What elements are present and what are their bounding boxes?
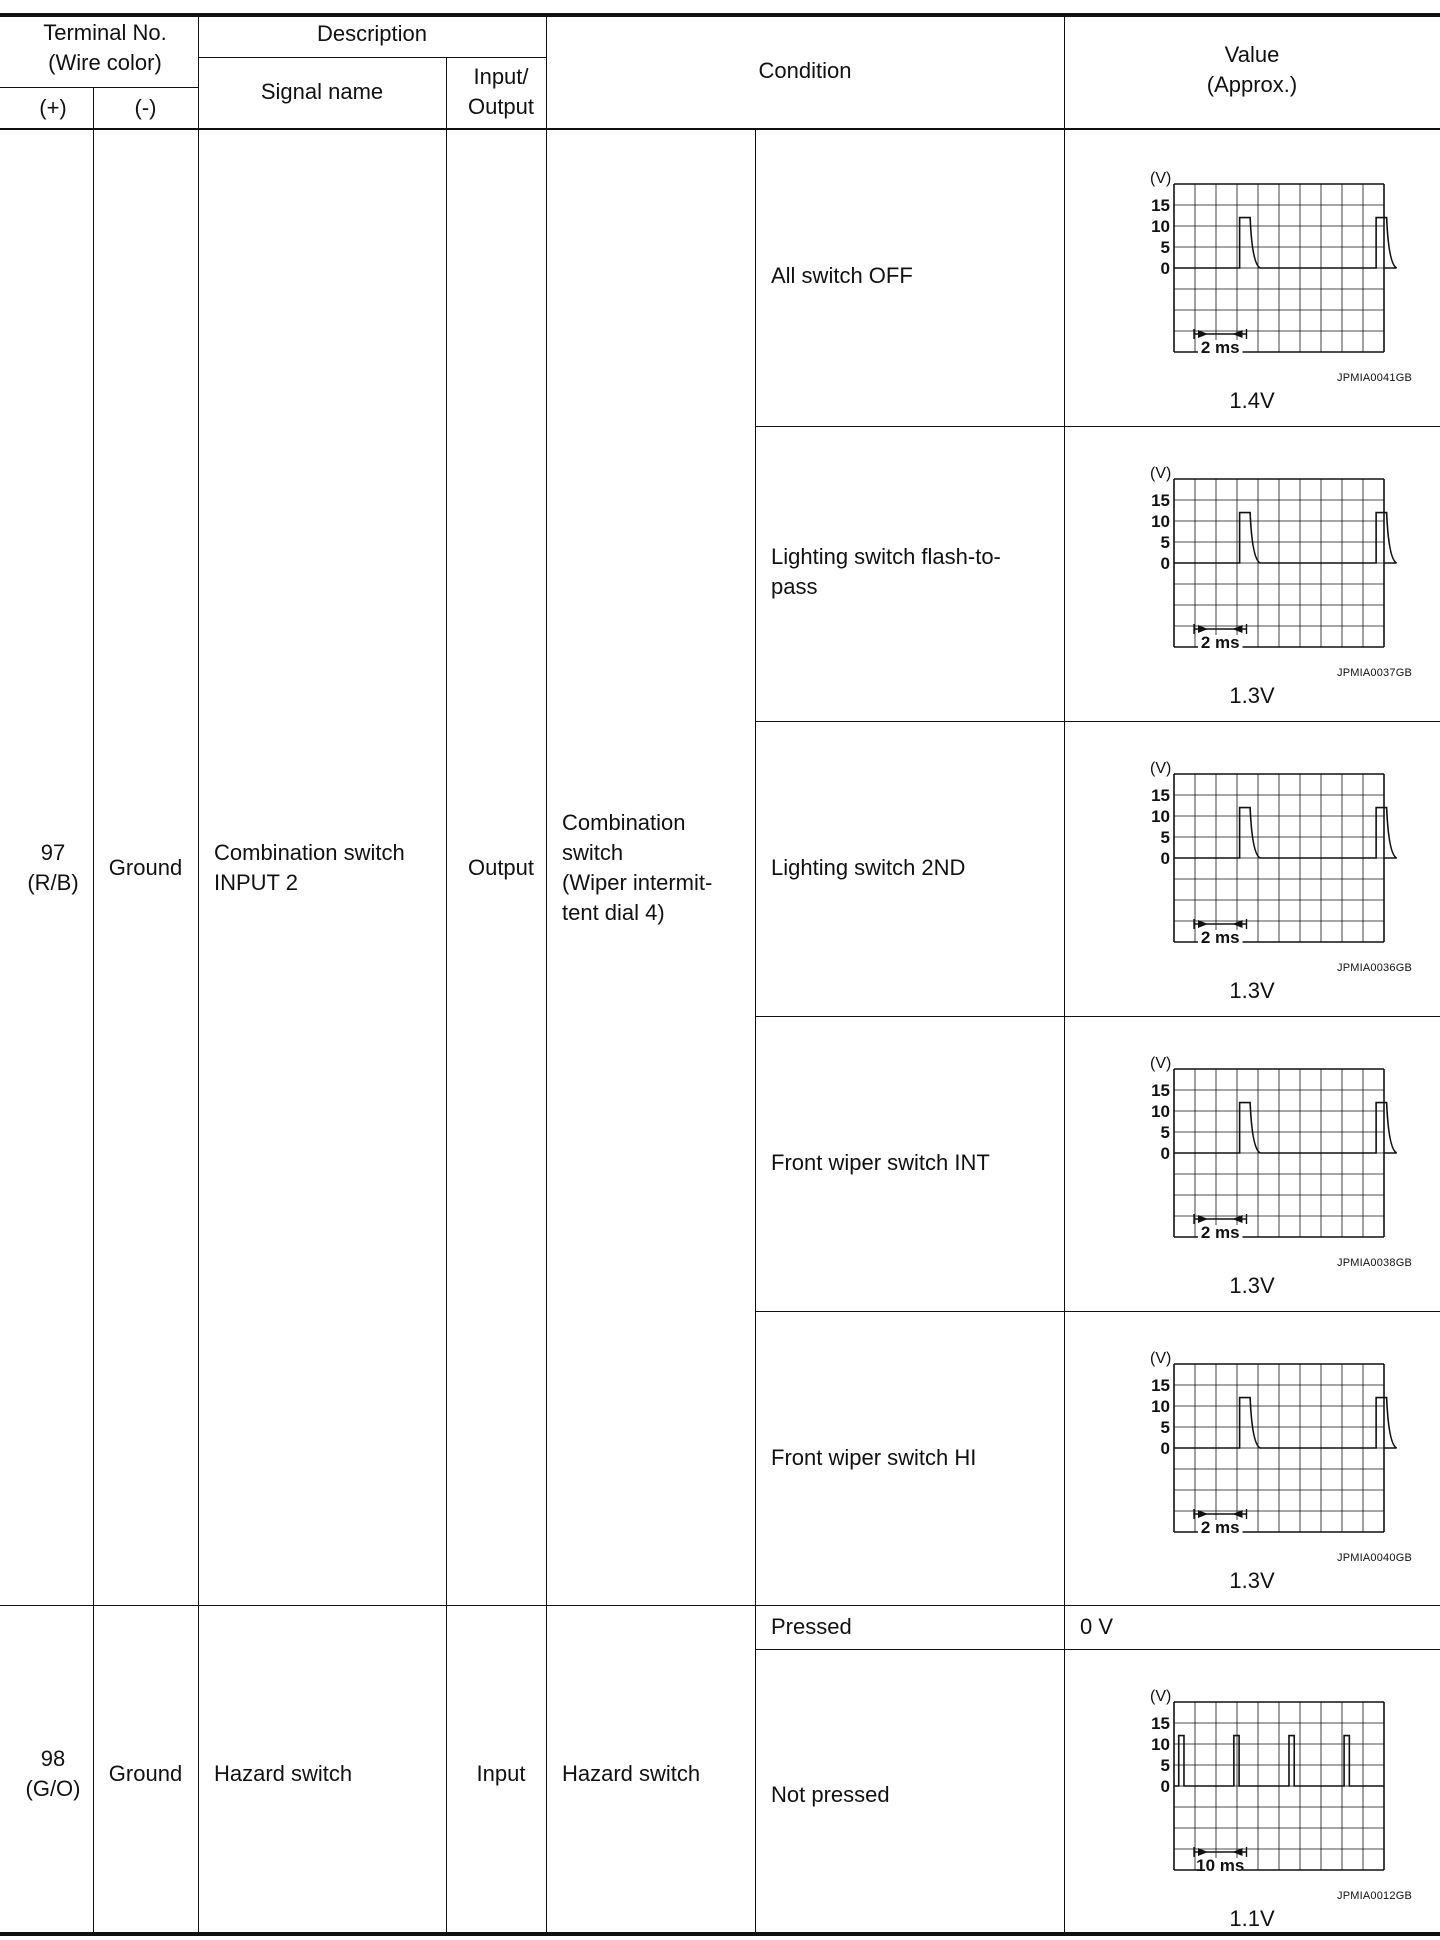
header-minus: (-) <box>134 95 157 120</box>
scope-97-3 <box>1064 1055 1440 1311</box>
scope-tick-label: 15 <box>1151 196 1170 215</box>
scope-tick-label: 15 <box>1151 1376 1170 1395</box>
condition-main-98: Hazard switch <box>562 1761 701 1786</box>
sub-divider-5 <box>755 1649 1440 1650</box>
scope-tick-label: 10 <box>1151 1735 1170 1754</box>
scope-value: 1.3V <box>1229 1273 1275 1298</box>
scope-figure-code: JPMIA0038GB <box>1337 1257 1412 1269</box>
table-top-rule <box>0 13 1440 17</box>
sub-condition-98-1: Not pressed <box>771 1782 890 1807</box>
scope-tick-label: 10 <box>1151 1397 1170 1416</box>
header-description-divider <box>198 57 546 58</box>
sub-divider-2 <box>755 721 1440 722</box>
sub-divider-1 <box>755 426 1440 427</box>
scope-figure-code: JPMIA0036GB <box>1337 962 1412 974</box>
sub-divider-3 <box>755 1016 1440 1017</box>
scope-figure-code: JPMIA0041GB <box>1337 372 1412 384</box>
sub-condition-97-1: Lighting switch flash-to- pass <box>771 544 1001 599</box>
scope-98-1 <box>1064 1688 1440 1932</box>
header-plus: (+) <box>39 95 67 120</box>
header-input-output: Input/ Output <box>467 64 535 119</box>
header-signal-name: Signal name <box>260 79 384 104</box>
header-terminal-divider <box>0 87 198 88</box>
scope-plot <box>1094 1688 1394 1888</box>
signal-name-97: Combination switch INPUT 2 <box>214 840 405 895</box>
scope-tick-label: 10 <box>1151 807 1170 826</box>
scope-time-label: 10 ms <box>1196 1856 1245 1875</box>
scope-tick-label: 10 <box>1151 1102 1170 1121</box>
col-line-condition <box>546 17 547 1933</box>
signal-name-98: Hazard switch <box>214 1761 353 1786</box>
scope-tick-label: 0 <box>1160 259 1170 278</box>
scope-tick-label: 0 <box>1160 1439 1170 1458</box>
col-line-signal <box>198 17 199 1933</box>
scope-97-2 <box>1064 760 1440 1016</box>
scope-plot <box>1094 1055 1394 1255</box>
scope-tick-label: 10 <box>1151 217 1170 236</box>
scope-value: 1.3V <box>1229 978 1275 1003</box>
scope-tick-label: 15 <box>1151 786 1170 805</box>
scope-unit-label: (V) <box>1150 170 1172 187</box>
table-bottom-rule <box>0 1932 1440 1936</box>
scope-tick-label: 5 <box>1160 533 1170 552</box>
scope-tick-label: 5 <box>1160 1756 1170 1775</box>
scope-tick-label: 5 <box>1160 1418 1170 1437</box>
col-line-minus <box>93 87 94 1933</box>
scope-tick-label: 0 <box>1160 849 1170 868</box>
sub-condition-97-4: Front wiper switch HI <box>771 1445 977 1470</box>
scope-figure-code: JPMIA0040GB <box>1337 1552 1412 1564</box>
scope-tick-label: 0 <box>1160 1777 1170 1796</box>
sub-divider-4 <box>755 1311 1440 1312</box>
sub-condition-97-0: All switch OFF <box>771 263 913 288</box>
scope-time-label: 2 ms <box>1200 633 1240 652</box>
scope-unit-label: (V) <box>1150 760 1172 777</box>
scope-plot <box>1094 1350 1394 1550</box>
scope-tick-label: 5 <box>1160 238 1170 257</box>
scope-tick-label: 0 <box>1160 554 1170 573</box>
scope-unit-label: (V) <box>1150 1688 1172 1705</box>
scope-tick-label: 5 <box>1160 1123 1170 1142</box>
value-98-pressed: 0 V <box>1080 1614 1114 1639</box>
scope-figure-code: JPMIA0037GB <box>1337 667 1412 679</box>
scope-97-1 <box>1064 465 1440 721</box>
io-98: Input <box>476 1761 526 1786</box>
scope-tick-label: 15 <box>1151 1714 1170 1733</box>
io-97: Output <box>467 855 535 880</box>
scope-tick-label: 10 <box>1151 512 1170 531</box>
scope-plot <box>1094 170 1394 370</box>
scope-unit-label: (V) <box>1150 1350 1172 1367</box>
terminal-plus-97: 97 (R/B) <box>27 840 79 895</box>
header-value: Value (Approx.) <box>1206 42 1298 97</box>
scope-97-4 <box>1064 1350 1440 1606</box>
sub-condition-98-0: Pressed <box>771 1614 852 1639</box>
scope-tick-label: 5 <box>1160 828 1170 847</box>
scope-unit-label: (V) <box>1150 465 1172 482</box>
scope-value: 1.1V <box>1229 1906 1275 1931</box>
scope-tick-label: 15 <box>1151 491 1170 510</box>
header-description: Description <box>316 21 428 46</box>
scope-time-label: 2 ms <box>1200 1518 1240 1537</box>
scope-value: 1.4V <box>1229 388 1275 413</box>
scope-time-label: 2 ms <box>1200 928 1240 947</box>
scope-tick-label: 15 <box>1151 1081 1170 1100</box>
scope-tick-label: 0 <box>1160 1144 1170 1163</box>
scope-unit-label: (V) <box>1150 1055 1172 1072</box>
scope-time-label: 2 ms <box>1200 338 1240 357</box>
scope-97-0 <box>1064 170 1440 426</box>
col-line-subcondition <box>755 130 756 1933</box>
col-line-io <box>446 57 447 1933</box>
scope-plot <box>1094 760 1394 960</box>
header-terminal-no: Terminal No. (Wire color) <box>43 20 167 75</box>
sub-condition-97-2: Lighting switch 2ND <box>771 855 966 880</box>
sub-condition-97-3: Front wiper switch INT <box>771 1150 990 1175</box>
scope-plot <box>1094 465 1394 665</box>
scope-time-label: 2 ms <box>1200 1223 1240 1242</box>
header-bottom-rule <box>0 128 1440 130</box>
header-condition: Condition <box>758 58 852 83</box>
condition-main-97: Combination switch (Wiper intermit- tent dial 4) <box>562 810 713 925</box>
scope-value: 1.3V <box>1229 1568 1275 1593</box>
terminal-minus-98: Ground <box>108 1761 183 1786</box>
scope-value: 1.3V <box>1229 683 1275 708</box>
scope-figure-code: JPMIA0012GB <box>1337 1890 1412 1902</box>
terminal-minus-97: Ground <box>108 855 183 880</box>
terminal-plus-98: 98 (G/O) <box>25 1746 81 1801</box>
